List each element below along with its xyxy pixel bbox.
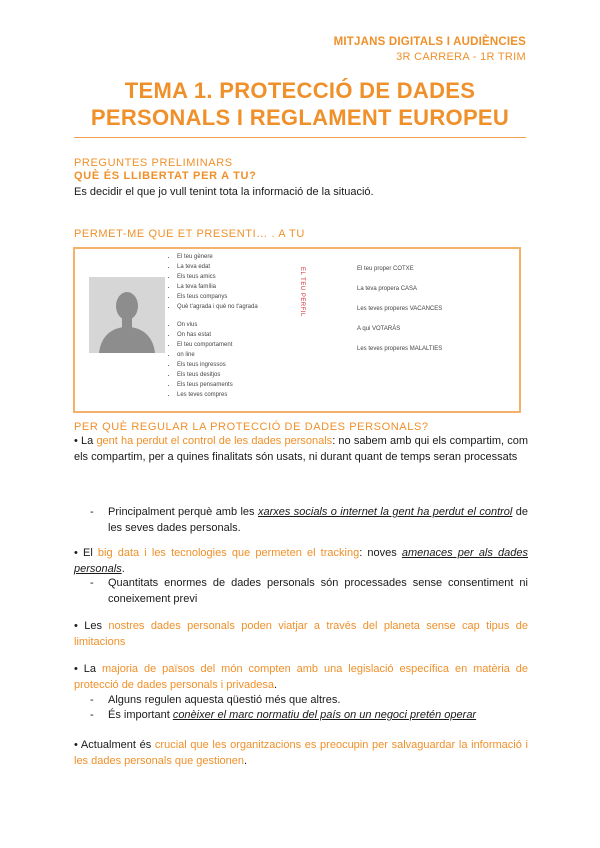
sub-bullet-volume: - Quantitats enormes de dades personals són processades sense consentiment ni coneixement previ: [90, 577, 528, 605]
why-heading: PER QUÈ REGULAR LA PROTECCIÓ DE DADES PERSONALS?: [74, 421, 429, 433]
bullet-bigdata-highlight: big data i les tecnologies que permeten el tracking: [97, 547, 360, 559]
profile-trait: • Els teus pensaments: [177, 380, 258, 390]
profile-trait: • Els teus ingressos: [177, 360, 258, 370]
profile-trait: • El teu gènere: [177, 252, 258, 262]
title-line-1: TEMA 1. PROTECCIÓ DE DADES: [124, 78, 476, 103]
profile-trait: • Els teus desitjos: [177, 370, 258, 380]
profile-trait: • El teu comportament: [177, 340, 258, 350]
bullet-travel-highlight: nostres dades personals poden viatjar a través del planeta sense cap tipus de limitacions: [74, 620, 528, 648]
profile-trait: • La teva edat: [177, 262, 258, 272]
profile-traits: [167, 252, 258, 400]
profile-prediction: La teva propera CASA: [357, 286, 418, 292]
profile-trait: • On has estat: [177, 330, 258, 340]
bullet-control-highlight: gent ha perdut el control de les dades personals: [96, 435, 333, 447]
preliminary-question: QUÈ ÉS LLIBERTAT PER A TU?: [74, 170, 257, 182]
sub-bullet-social-emphasis: xarxes socials o internet la gent ha perdut el control: [257, 506, 513, 518]
bullet-bigdata-emphasis: amenaces per als dades personals: [74, 547, 528, 575]
profile-trait: • Què t'agrada i què no t'agrada: [177, 302, 258, 312]
bullet-organizations-highlight: crucial que les organitzacions es preocupin per salvaguardar la informació i les dades personals que gestionen: [74, 739, 528, 767]
profile-card: [73, 247, 521, 413]
course-year: 3R CARRERA - 1R TRIM: [396, 51, 526, 63]
profile-avatar: [89, 277, 165, 353]
sub-bullet-framework-emphasis: conèixer el marc normatiu del país on un negoci pretén operar: [172, 709, 477, 721]
preliminary-heading: PREGUNTES PRELIMINARS: [74, 157, 233, 169]
profile-prediction: Les teves properes VACANCES: [357, 306, 443, 312]
title-divider: [74, 137, 526, 138]
profile-prediction: A qui VOTARÀS: [357, 326, 401, 332]
bullet-control: • La gent ha perdut el control de les dades personals: no sabem amb qui els compartim, com els compartim, per a quines finalitats són usats, ni durant quant de temps seran processats: [74, 435, 529, 463]
profile-predictions: [357, 266, 442, 366]
profile-prediction: El teu proper COTXE: [357, 266, 414, 272]
profile-trait: • Els teus amics: [177, 272, 258, 282]
profile-trait: • On vius: [177, 320, 258, 330]
profile-trait: • Els teus companys: [177, 292, 258, 302]
bullet-travel: • Les nostres dades personals poden viatjar a través del planeta sense cap tipus de limitacions: [74, 620, 528, 648]
profile-prediction: Les teves properes MALALTIES: [357, 346, 443, 352]
bullet-bigdata: • El big data i les tecnologies que permeten el tracking: noves amenaces per als dades personals.: [74, 547, 528, 575]
sub-bullet-regulate: - Alguns regulen aquesta qüestió més que altres.: [90, 694, 341, 706]
introduce-heading: PERMET-ME QUE ET PRESENTI… . A TU: [74, 228, 305, 240]
bullet-organizations: • Actualment és crucial que les organitzacions es preocupin per salvaguardar la informació i les dades personals que gestionen.: [74, 739, 528, 767]
profile-vertical-label: EL TEU PERFIL: [299, 267, 305, 317]
course-name: MITJANS DIGITALS I AUDIÈNCIES: [333, 36, 526, 48]
bullet-legislation-highlight: majoria de països del món compten amb una legislació específica en matèria de protecció de dades personals i privadesa: [74, 663, 528, 691]
person-silhouette-icon: [89, 277, 165, 353]
profile-trait: • on line: [177, 350, 258, 360]
title-line-2: PERSONALS I REGLAMENT EUROPEU: [90, 105, 510, 130]
sub-bullet-social: - Principalment perquè amb les xarxes socials o internet la gent ha perdut el control de les seves dades personals.: [90, 506, 528, 534]
profile-trait: • Les teves compres: [177, 390, 258, 400]
page-title: [70, 77, 530, 131]
profile-trait: • La teva família: [177, 282, 258, 292]
sub-bullet-framework: - És important conèixer el marc normatiu del país on un negoci pretén operar: [90, 709, 477, 721]
preliminary-answer: Es decidir el que jo vull tenint tota la informació de la situació.: [74, 186, 374, 198]
bullet-legislation: • La majoria de països del món compten amb una legislació específica en matèria de protecció de dades personals i privadesa.: [74, 663, 528, 691]
